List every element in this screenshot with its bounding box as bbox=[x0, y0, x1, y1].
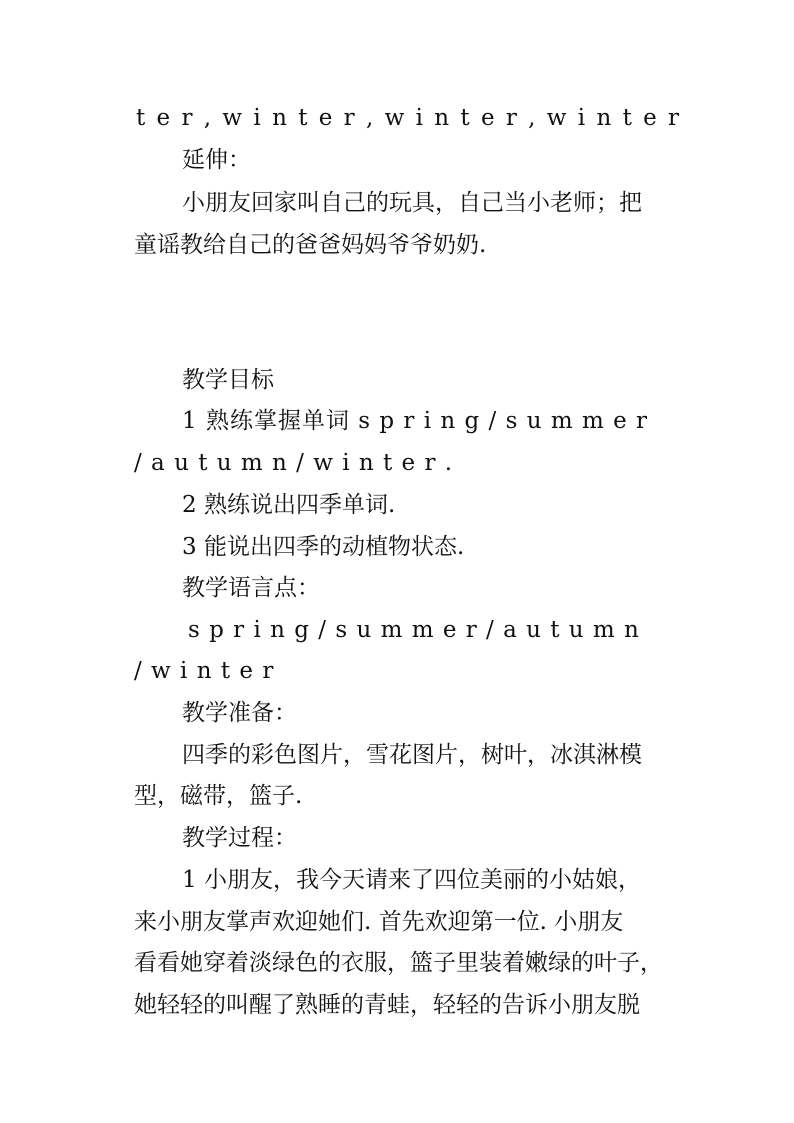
section-heading: 教学目标 bbox=[182, 367, 274, 393]
text-line: 四季的彩色图片，雪花图片，树叶，冰淇淋模 bbox=[182, 742, 642, 768]
section-heading: 教学准备： bbox=[182, 700, 297, 726]
text-line: 小朋友回家叫自己的玩具，自己当小老师；把 bbox=[182, 190, 642, 216]
text-line: 看看她穿着淡绿色的衣服，篮子里装着嫩绿的叶子， bbox=[134, 950, 663, 976]
text-line: / a u t u m n / w i n t e r . bbox=[134, 450, 454, 476]
section-heading: 延伸： bbox=[182, 147, 251, 173]
text-line: 3 能说出四季的动植物状态. bbox=[182, 534, 465, 560]
text-line: 来小朋友掌声欢迎她们. 首先欢迎第一位. 小朋友 bbox=[134, 909, 624, 935]
text-line: 2 熟练说出四季单词. bbox=[182, 492, 396, 518]
text-line: 1 小朋友，我今天请来了四位美丽的小姑娘， bbox=[182, 867, 641, 893]
text-line: 型，磁带，篮子. bbox=[134, 783, 303, 809]
section-heading: 教学过程： bbox=[182, 825, 297, 851]
text-line: t e r , w i n t e r , w i n t e r , w i n t e r bbox=[136, 105, 682, 131]
text-line: 1 熟练掌握单词 s p r i n g / s u m m e r bbox=[182, 408, 648, 434]
section-heading: 教学语言点： bbox=[182, 575, 320, 601]
text-line: 她轻轻的叫醒了熟睡的青蛙，轻轻的告诉小朋友脱 bbox=[134, 992, 640, 1018]
text-line: 童谣教给自己的爸爸妈妈爷爷奶奶. bbox=[134, 232, 487, 258]
text-line: / w i n t e r bbox=[134, 658, 275, 684]
text-line: s p r i n g / s u m m e r / a u t u m n bbox=[188, 617, 640, 643]
